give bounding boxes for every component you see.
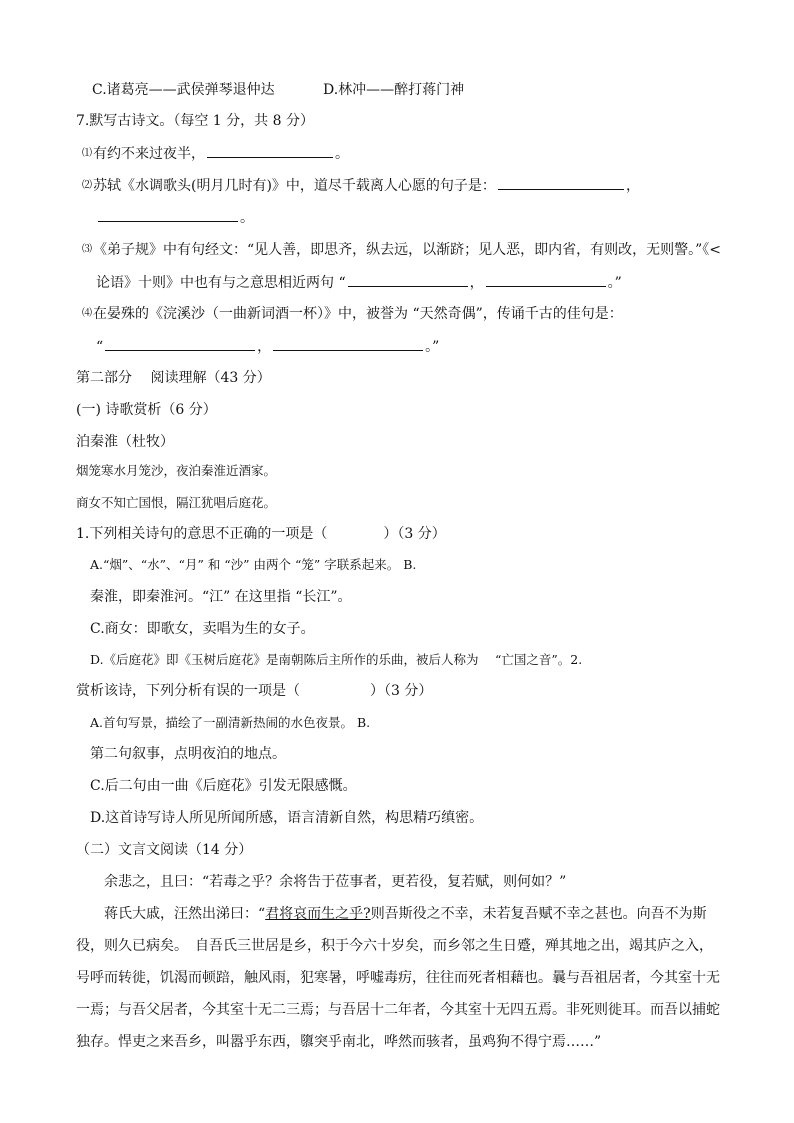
answer-blank[interactable] — [498, 175, 624, 190]
underlined-sentence: 君将哀而生之乎? — [265, 906, 371, 922]
part2-title: 第二部分 阅读理解（43 分） — [76, 370, 271, 386]
question-1-option-a: A.“烟”、“水”、“月” 和 “沙” 由两个 “笼” 字联系起来。 B. — [90, 557, 417, 572]
poem-line-2: 商女不知亡国恨，隔江犹唱后庭花。 — [76, 495, 277, 510]
question-2-option-c: C.后二句由一曲《后庭花》引发无限感慨。 — [90, 778, 357, 794]
section-poetry-heading: (一) 诗歌赏析（6 分） — [76, 402, 217, 418]
question-1-option-b: 秦淮，即秦淮河。“江” 在这里指 “长江”。 — [90, 589, 352, 605]
poem-title: 泊秦淮（杜牧） — [76, 434, 174, 450]
poem-line-1: 烟笼寒水月笼沙，夜泊秦淮近酒家。 — [76, 463, 277, 478]
answer-blank[interactable] — [348, 272, 468, 287]
answer-blank[interactable] — [486, 272, 606, 287]
q6-option-c: C.诸葛亮——武侯弹琴退仲达 — [92, 82, 275, 98]
question-2-option-a: A.首句写景，描绘了一副清新热闹的水色夜景。 B. — [90, 715, 371, 730]
passage-line-1: 余悲之，且曰：“若毒之乎？余将告于莅事者，更若役，复若赋，则何如？” — [104, 874, 567, 890]
question-2-option-b: 第二句叙事，点明夜泊的地点。 — [90, 746, 286, 762]
answer-blank[interactable] — [273, 336, 423, 351]
q7-item-4: ⑷在晏殊的《浣溪沙（一曲新词酒一杯）》中，被誉为 “天然奇偶”，传诵千古的佳句是： — [82, 306, 623, 322]
q7-item-3: ⑶《弟子规》中有句经文：“见人善，即思齐，纵去远，以渐跻；见人恶，即内省，有则改，无则警。”《< — [82, 242, 722, 258]
question-1: 1.下列相关诗句的意思不正确的一项是（ ）（3 分） — [76, 526, 446, 542]
q7-item-1: ⑴有约不来过夜半， 。 — [82, 143, 349, 164]
answer-blank[interactable] — [105, 336, 255, 351]
q6-option-d: D.林冲——醉打蒋门神 — [323, 82, 465, 98]
passage-line-2: 蒋氏大戚，汪然出涕曰：“君将哀而生之乎?则吾斯役之不幸，未若复吾赋不幸之甚也。向吾不为斯 — [104, 906, 707, 922]
question-2-option-d: D.这首诗写诗人所见所闻所感，语言清新自然，构思精巧缜密。 — [90, 810, 484, 826]
q7-title: 7.默写古诗文。（每空 1 分，共 8 分） — [76, 113, 314, 129]
question-1-option-d: D.《后庭花》即《玉树后庭花》是南朝陈后主所作的乐曲，被后人称为 “亡国之音”。2. — [90, 652, 583, 667]
passage-line-3: 役，则久已病矣。 自吾氏三世居是乡，积于今六十岁矣，而乡邻之生日蹙，殚其地之出，竭其庐之入， — [76, 938, 713, 954]
answer-blank[interactable] — [98, 207, 238, 222]
section-classical-heading: （二）文言文阅读（14 分） — [76, 842, 253, 858]
answer-blank[interactable] — [207, 143, 333, 158]
passage-line-6: 独存。悍吏之来吾乡，叫嚣乎东西，隳突乎南北，哗然而骇者，虽鸡狗不得宁焉……” — [76, 1034, 602, 1050]
q7-item-3-cont: 论语》十则》中也有与之意思相近两句 “ ， 。” — [96, 272, 622, 293]
passage-line-4: 号呼而转徙，饥渴而顿踣，触风雨，犯寒暑，呼嘘毒疠，往往而死者相藉也。曩与吾祖居者，今其室十无 — [76, 970, 720, 986]
question-2: 赏析该诗，下列分析有误的一项是（ ）（3 分） — [76, 683, 433, 699]
question-1-option-c: C.商女：即歌女，卖唱为生的女子。 — [90, 621, 315, 637]
q7-item-2-cont: 。 — [96, 207, 254, 228]
passage-line-5: 一焉；与吾父居者，今其室十无二三焉；与吾居十二年者，今其室十无四五焉。非死则徙耳。而吾以捕蛇 — [76, 1002, 720, 1018]
q7-item-4-cont: “ ， 。” — [96, 336, 439, 357]
q7-item-2: ⑵苏轼《水调歌头(明月几时有)》中，道尽千载离人心愿的句子是： ， — [82, 175, 640, 196]
